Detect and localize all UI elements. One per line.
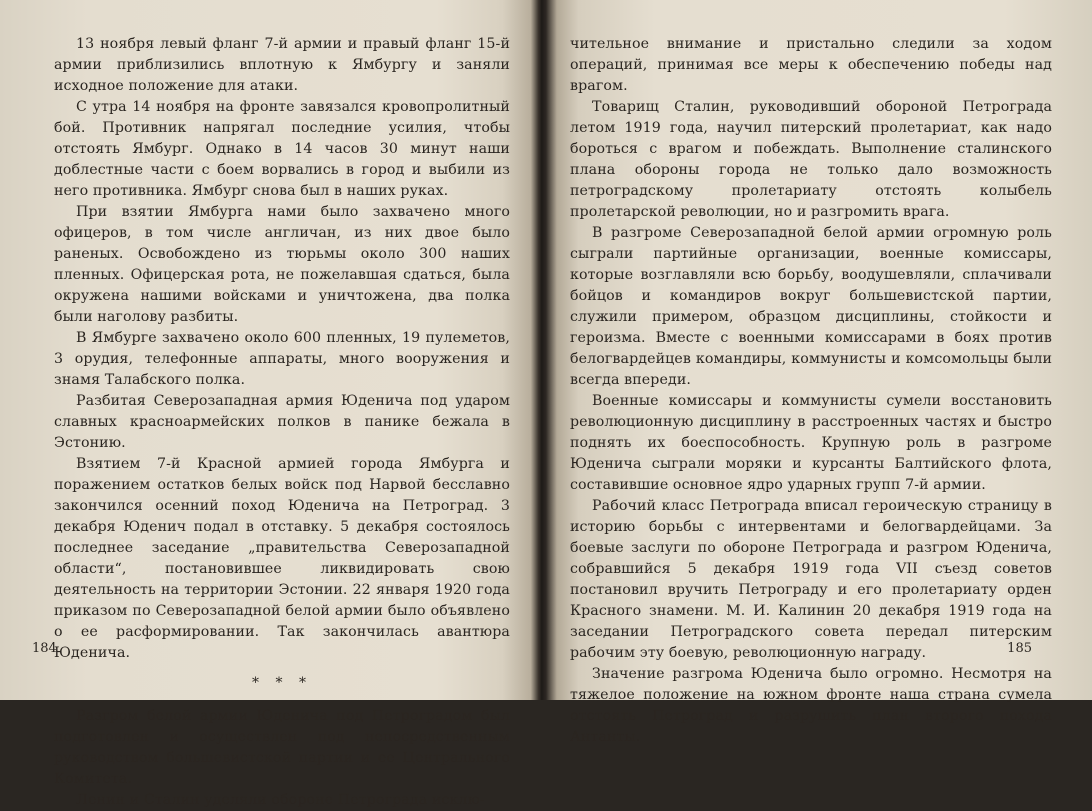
left-page <box>0 0 530 808</box>
paragraph: При взятии Ямбурга нами было захвачено много офицеров, в том числе англичан, из них двое было раненых. Освобождено из тюрьмы около 300 наших пленных. Офицерская рота, не пожелавшая сдаться, была окружена нашими войсками и уничтожена, два полка были наголову разбиты. <box>54 204 510 325</box>
page-number: 184 <box>32 641 57 656</box>
right-page <box>548 0 1092 745</box>
paragraph: В Ямбурге захвачено около 600 пленных, 19 пулеметов, 3 орудия, телефонные аппараты, много вооружения и знамя Талабского полка. <box>54 330 510 388</box>
paragraph: С утра 14 ноября на фронте завязался кровопролитный бой. Противник напрягал последние усилия, чтобы отстоять Ямбург. Однако в 14 часов 30 минут наши доблестные части с боем ворвались в город и выбили из него противника. Ямбург снова был в наших руках. <box>54 99 510 199</box>
paragraph: 13 ноября левый фланг 7-й армии и правый фланг 15-й армии приблизились вплотную к Ямбургу и заняли исходное положение для атаки. <box>54 36 510 94</box>
section-separator: * * * <box>252 675 312 691</box>
paragraph: Разгром белой армии Юденича под Петроградом был подготовлен и осуществлен под непосредственным руководством большевистской партии и ее Центрального Комитета. <box>54 708 510 787</box>
paragraph: Ленин и Сталин уделяли обороне Петрограда исклю- <box>76 792 485 808</box>
paragraph: Товарищ Сталин, руководивший обороной Петрограда летом 1919 года, научил питерский пролетариат, как надо бороться с врагом и побеждать. Выполнение сталинского плана обороны города не только дало возможность петроградскому пролетариату отстоять колыбель пролетарской революции, но и разгромить врага. <box>570 99 1052 220</box>
paragraph: В разгроме Северозападной белой армии огромную роль сыграли партийные организации, военные комиссары, которые возглавляли всю борьбу, воодушевляли, сплачивали бойцов и командиров вокруг большевистской партии, служили примером, образцом дисциплины, стойкости и героизма. Вместе с военными комиссарами в боях против белогвардейцев командиры, коммунисты и комсомольцы были всегда впереди. <box>570 225 1052 388</box>
paragraph: Военные комиссары и коммунисты сумели восстановить революционную дисциплину в расстроенных частях и быстро поднять их боеспособность. Крупную роль в разгроме Юденича сыграли моряки и курсанты Балтийского флота, составившие основное ядро ударных групп 7-й армии. <box>570 393 1052 493</box>
page-number: 185 <box>1007 641 1032 656</box>
paragraph: Значение разгрома Юденича было огромно. Несмотря на тяжелое положение на южном фронте наша страна сумела отстоять Петроград и разрушить план второго похода Антанты. <box>570 666 1052 745</box>
paragraph: Разбитая Северозападная армия Юденича под ударом славных красноармейских полков в панике бежала в Эстонию. <box>54 393 510 451</box>
paragraph: Взятием 7-й Красной армией города Ямбурга и поражением остатков белых войск под Нарвой бесславно закончился осенний поход Юденича на Петроград. 3 декабря Юденич подал в отставку. 5 декабря состоялось последнее заседание „правительства Северозападной области“, постановившее ликвидировать свою деятельность на территории Эстонии. 22 января 1920 года приказом по Северозападной белой армии было объявлено о ее расформировании. Так закончилась авантюра Юденича. <box>54 456 510 661</box>
paragraph: чительное внимание и пристально следили за ходом операций, принимая все меры к обеспечению победы над врагом. <box>570 36 1052 94</box>
paragraph: Рабочий класс Петрограда вписал героическую страницу в историю борьбы с интервентами и белогвардейцами. За боевые заслуги по обороне Петрограда и разгром Юденича, собравшийся 5 декабря 1919 года VII съезд советов постановил вручить Петрограду и его пролетариату орден Красного знамени. М. И. Калинин 20 декабря 1919 года на заседании Петроградского совета передал питерским рабочим эту боевую, революционную награду. <box>570 498 1052 661</box>
